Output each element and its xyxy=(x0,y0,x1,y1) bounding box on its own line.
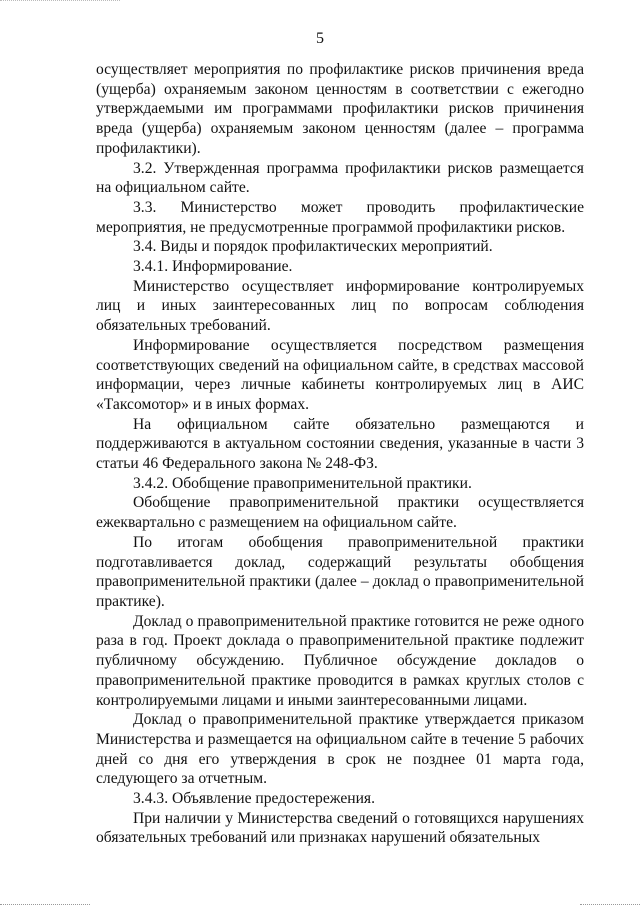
scan-edge-mark-bottom-left xyxy=(0,901,90,905)
paragraph-report-approval: Доклад о правоприменительной практике утверждается приказом Министерства и размещается на официальном сайте в течение 5 рабочих дней со дня его утверждения в срок не позднее 01 марта года, следующего за отчетным. xyxy=(96,711,584,788)
paragraph-informing-channels: Информирование осуществляется посредством размещения соответствующих сведений на официальном сайте, в средствах массовой информации, через личные кабинеты контролируемых лиц в АИС «Таксомотор» и в иных формах. xyxy=(96,336,584,413)
paragraph-report-discussion: Доклад о правоприменительной практике готовится не реже одного раза в год. Проект доклада о правоприменительной практике подлежит публичному обсуждению. Публичное обсуждение докладов о правоприменительной практике проводится в рамках круглых столов с контролируемыми лицами и иными заинтересованными лицами. xyxy=(96,612,584,709)
document-body xyxy=(96,60,584,848)
paragraph-generalization-quarterly: Обобщение правоприменительной практики осуществляется ежеквартально с размещением на официальном сайте. xyxy=(96,494,584,532)
page-number: 5 xyxy=(316,30,324,47)
paragraph-continuation: осуществляет мероприятия по профилактике рисков причинения вреда (ущерба) охраняемым законом ценностям в соответствии с ежегодно утверждаемыми им программами профилактики рисков причинения вреда (ущерба) охраняемым законом ценностям (далее – программа профилактики). xyxy=(96,61,584,157)
paragraph-3-2: 3.2. Утвержденная программа профилактики рисков размещается на официальном сайте. xyxy=(96,159,584,197)
paragraph-informing-intro: Министерство осуществляет информирование контролируемых лиц и иных заинтересованных лиц по вопросам соблюдения обязательных требований. xyxy=(96,277,584,335)
paragraph-3-4-2-heading: 3.4.2. Обобщение правоприменительной практики. xyxy=(133,474,472,492)
scan-edge-mark-top xyxy=(0,0,120,3)
paragraph-3-4-3-heading: 3.4.3. Объявление предостережения. xyxy=(133,790,375,808)
paragraph-warning-conditions: При наличии у Министерства сведений о готовящихся нарушениях обязательных требований или признаках нарушений обязательных xyxy=(96,809,584,847)
paragraph-3-3: 3.3. Министерство может проводить профилактические мероприятия, не предусмотренные программой профилактики рисков. xyxy=(96,198,584,236)
paragraph-3-4-heading: 3.4. Виды и порядок профилактических мероприятий. xyxy=(133,238,493,256)
paragraph-official-site: На официальном сайте обязательно размещаются и поддерживаются в актуальном состоянии сведения, указанные в части 3 статьи 46 Федерального закона № 248-ФЗ. xyxy=(96,415,584,473)
paragraph-3-4-1-heading: 3.4.1. Информирование. xyxy=(133,258,293,276)
paragraph-report-preparation: По итогам обобщения правоприменительной практики подготавливается доклад, содержащий результаты обобщения правоприменительной практики (далее – доклад о правоприменительной практике). xyxy=(96,533,584,610)
scan-edge-mark-bottom-right xyxy=(580,901,640,905)
